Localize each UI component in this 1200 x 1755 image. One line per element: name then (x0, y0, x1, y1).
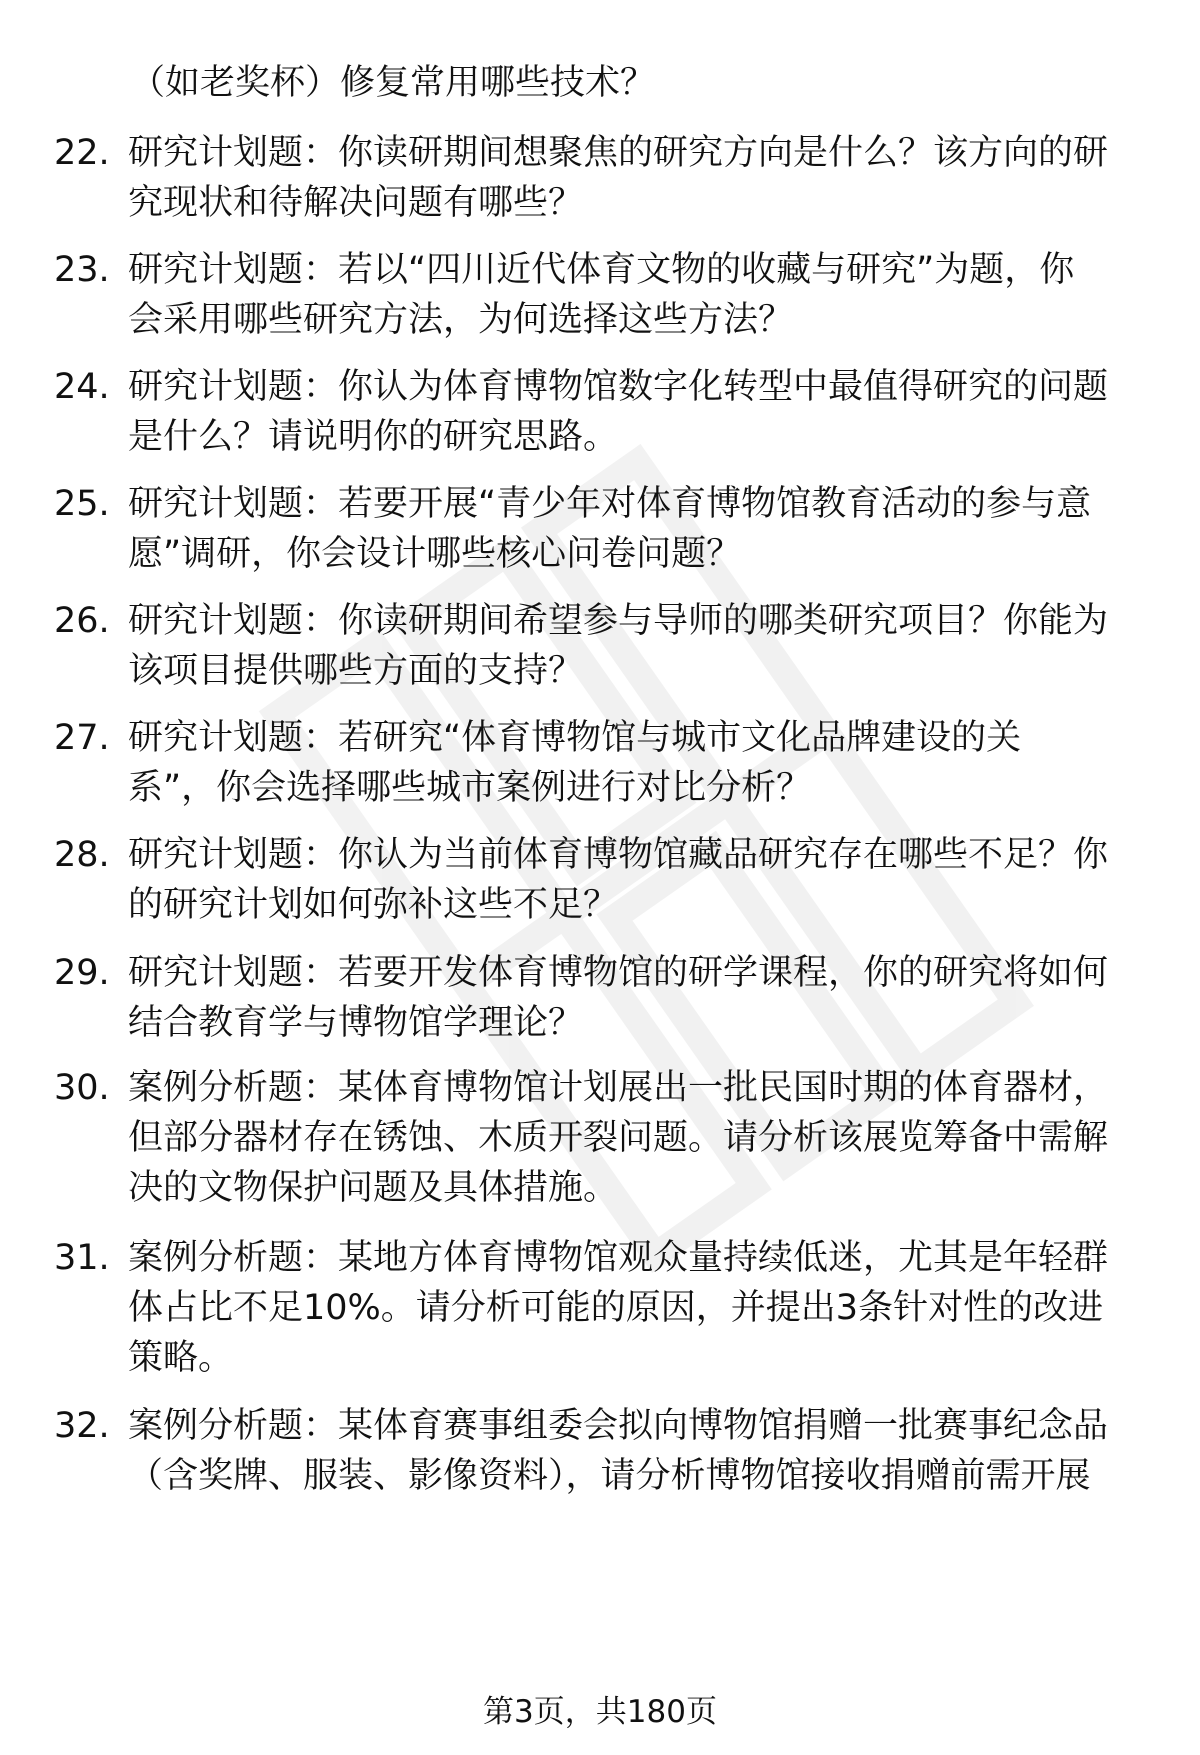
question-text (128, 1063, 1148, 1213)
question-text-line: 研究计划题：若要开展“青少年对体育博物馆教育活动的参与意 (128, 484, 1092, 524)
question-text-line: 策略。 (128, 1338, 234, 1378)
question-text (128, 479, 1148, 579)
question-text-line: 研究计划题：你读研期间希望参与导师的哪类研究项目？你能为 (128, 601, 1109, 641)
question-text-line: 研究计划题：若研究“体育博物馆与城市文化品牌建设的关 (128, 718, 1022, 758)
question-text-line: 研究计划题：若要开发体育博物馆的研学课程，你的研究将如何 (128, 953, 1109, 993)
question-text-line: （含奖牌、服装、影像资料），请分析博物馆接收捐赠前需开展 (128, 1456, 1091, 1496)
question-text-line: 但部分器材存在锈蚀、木质开裂问题。请分析该展览筹备中需解 (128, 1118, 1109, 1158)
question-number: 25. (54, 484, 110, 524)
question-text (128, 1233, 1148, 1383)
question-number: 28. (54, 835, 110, 875)
question-text (128, 1401, 1148, 1501)
question-text (128, 713, 1148, 813)
question-text-line: 决的文物保护问题及具体措施。 (128, 1168, 619, 1208)
question-text-line: 是什么？请说明你的研究思路。 (128, 417, 619, 457)
question-text-line: 该项目提供哪些方面的支持？ (128, 651, 584, 691)
question-text-line: 的研究计划如何弥补这些不足？ (128, 885, 619, 925)
question-number: 32. (54, 1406, 110, 1446)
question-text-line: 研究计划题：你认为当前体育博物馆藏品研究存在哪些不足？你 (128, 835, 1109, 875)
question-number: 29. (54, 953, 110, 993)
question-text (128, 245, 1148, 345)
question-text (128, 830, 1148, 930)
question-text-line: 体占比不足10%。请分析可能的原因，并提出3条针对性的改进 (128, 1288, 1104, 1328)
question-text-line: 研究计划题：你读研期间想聚焦的研究方向是什么？该方向的研 (128, 133, 1109, 173)
question-number: 24. (54, 367, 110, 407)
question-text-line: 究现状和待解决问题有哪些？ (128, 183, 584, 223)
question-text-line: 案例分析题：某地方体育博物馆观众量持续低迷，尤其是年轻群 (128, 1238, 1109, 1278)
question-text (128, 948, 1148, 1048)
question-text-line: 愿”调研，你会设计哪些核心问卷问题？ (128, 534, 742, 574)
question-text-line: 研究计划题：你认为体育博物馆数字化转型中最值得研究的问题 (128, 367, 1109, 407)
question-number: 31. (54, 1238, 110, 1278)
question-text-line: 会采用哪些研究方法，为何选择这些方法？ (128, 300, 794, 340)
question-text (128, 596, 1148, 696)
question-text (128, 128, 1148, 228)
question-text-line: 结合教育学与博物馆学理论？ (128, 1003, 584, 1043)
question-text (128, 362, 1148, 462)
continued-question-text: （如老奖杯）修复常用哪些技术？ (130, 63, 656, 103)
question-text-line: 系”，你会选择哪些城市案例进行对比分析？ (128, 768, 812, 808)
question-number: 23. (54, 250, 110, 290)
question-number: 22. (54, 133, 110, 173)
question-text-line: 案例分析题：某体育博物馆计划展出一批民国时期的体育器材， (128, 1068, 1109, 1108)
question-number: 30. (54, 1068, 110, 1108)
question-text-line: 研究计划题：若以“四川近代体育文物的收藏与研究”为题，你 (128, 250, 1075, 290)
question-text-line: 案例分析题：某体育赛事组委会拟向博物馆捐赠一批赛事纪念品 (128, 1406, 1109, 1446)
question-number: 27. (54, 718, 110, 758)
question-number: 26. (54, 601, 110, 641)
page-footer: 第3页，共180页 (483, 1694, 717, 1730)
